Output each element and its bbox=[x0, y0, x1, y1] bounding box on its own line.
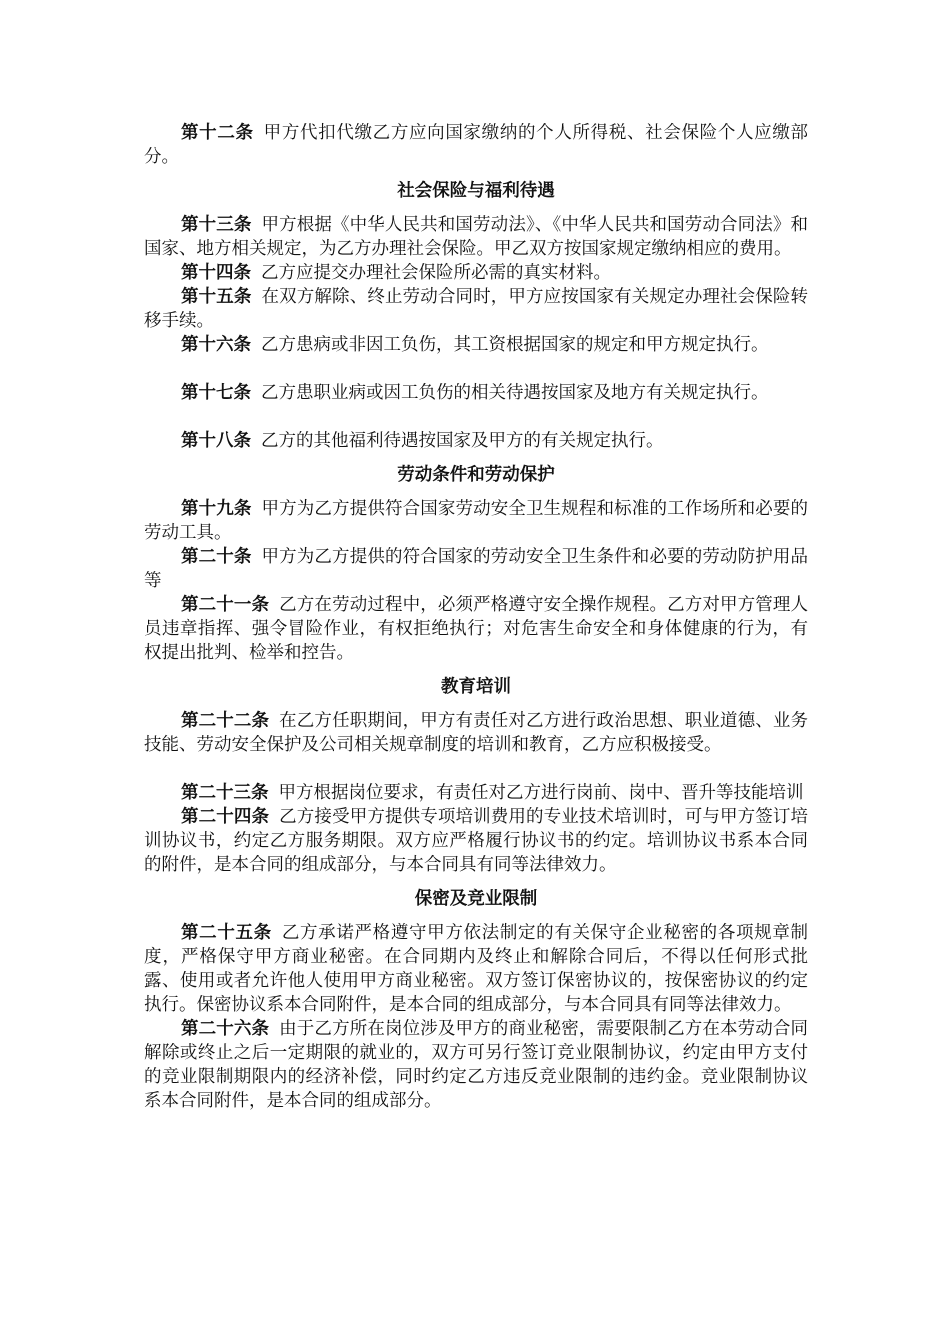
article-26 bbox=[144, 1017, 808, 1113]
article-16 bbox=[144, 333, 808, 357]
article-18 bbox=[144, 429, 808, 453]
article-text: 甲方为乙方提供符合国家劳动安全卫生规程和标准的工作场所和必要的劳动工具。 bbox=[144, 499, 808, 543]
article-text: 甲方根据《中华人民共和国劳动法》、《中华人民共和国劳动合同法》和国家、地方相关规定，为乙方办理社会保险。甲乙双方按国家规定缴纳相应的费用。 bbox=[144, 215, 808, 259]
article-number: 第二十二条 bbox=[181, 711, 270, 731]
article-21 bbox=[144, 593, 808, 665]
article-text: 甲方代扣代缴乙方应向国家缴纳的个人所得税、社会保险个人应缴部分。 bbox=[144, 123, 809, 167]
article-19 bbox=[144, 497, 808, 545]
article-number: 第十八条 bbox=[181, 431, 251, 451]
article-text: 乙方患病或非因工负伤，其工资根据国家的规定和甲方规定执行。 bbox=[261, 335, 769, 355]
article-number: 第十九条 bbox=[181, 499, 252, 519]
article-14 bbox=[144, 261, 808, 285]
article-number: 第十六条 bbox=[181, 335, 251, 355]
article-text: 乙方的其他福利待遇按国家及甲方的有关规定执行。 bbox=[261, 431, 664, 451]
article-number: 第二十五条 bbox=[181, 923, 272, 943]
article-text: 甲方根据岗位要求，有责任对乙方进行岗前、岗中、晋升等技能培训 bbox=[278, 783, 804, 803]
article-number: 第二十一条 bbox=[181, 595, 270, 615]
article-text: 乙方承诺严格遵守甲方依法制定的有关保守企业秘密的各项规章制度，严格保守甲方商业秘密。在合同期内及终止和解除合同后，不得以任何形式批露、使用或者允许他人使用甲方商业秘密。双方签订保密协议的，按保密协议的约定执行。保密协议系本合同附件，是本合同的组成部分，与本合同具有同等法律效力。 bbox=[144, 923, 809, 1015]
article-number: 第十五条 bbox=[181, 287, 252, 307]
article-22 bbox=[144, 709, 808, 757]
article-12 bbox=[144, 121, 808, 169]
article-13 bbox=[144, 213, 808, 261]
article-23 bbox=[144, 781, 808, 805]
article-text: 在双方解除、终止劳动合同时，甲方应按国家有关规定办理社会保险转移手续。 bbox=[144, 287, 808, 331]
section-heading-social-insurance: 社会保险与福利待遇 bbox=[397, 181, 555, 201]
article-25 bbox=[144, 921, 808, 1017]
article-number: 第十二条 bbox=[181, 123, 254, 143]
article-number: 第十三条 bbox=[181, 215, 252, 235]
article-text: 乙方患职业病或因工负伤的相关待遇按国家及地方有关规定执行。 bbox=[261, 383, 769, 403]
section-heading-education-training: 教育培训 bbox=[441, 677, 511, 697]
article-number: 第二十三条 bbox=[181, 783, 269, 803]
article-number: 第二十六条 bbox=[181, 1019, 270, 1039]
article-24 bbox=[144, 805, 808, 877]
article-text: 乙方在劳动过程中，必须严格遵守安全操作规程。乙方对甲方管理人员违章指挥、强令冒险作业，有权拒绝执行；对危害生命安全和身体健康的行为，有权提出批判、检举和控告。 bbox=[144, 595, 809, 663]
contract-page bbox=[144, 121, 808, 1113]
article-number: 第十七条 bbox=[181, 383, 251, 403]
article-text: 乙方接受甲方提供专项培训费用的专业技术培训时，可与甲方签订培训协议书，约定乙方服务期限。双方应严格履行协议书的约定。培训协议书系本合同的附件，是本合同的组成部分，与本合同具有同等法律效力。 bbox=[144, 807, 809, 875]
article-17 bbox=[144, 381, 808, 405]
article-text: 乙方应提交办理社会保险所必需的真实材料。 bbox=[261, 263, 611, 283]
article-number: 第十四条 bbox=[181, 263, 251, 283]
section-heading-confidentiality: 保密及竞业限制 bbox=[414, 889, 538, 909]
article-number: 第二十条 bbox=[181, 547, 252, 567]
article-text: 在乙方任职期间，甲方有责任对乙方进行政治思想、职业道德、业务技能、劳动安全保护及公司相关规章制度的培训和教育，乙方应积极接受。 bbox=[144, 711, 809, 755]
article-20 bbox=[144, 545, 808, 593]
section-heading-labor-conditions: 劳动条件和劳动保护 bbox=[397, 465, 555, 485]
article-text: 甲方为乙方提供的符合国家的劳动安全卫生条件和必要的劳动防护用品等 bbox=[144, 547, 808, 591]
article-15 bbox=[144, 285, 808, 333]
article-text: 由于乙方所在岗位涉及甲方的商业秘密，需要限制乙方在本劳动合同解除或终止之后一定期限的就业的，双方可另行签订竞业限制协议，约定由甲方支付的竞业限制期限内的经济补偿，同时约定乙方违反竞业限制的违约金。竞业限制协议系本合同附件，是本合同的组成部分。 bbox=[144, 1019, 809, 1111]
article-number: 第二十四条 bbox=[181, 807, 270, 827]
